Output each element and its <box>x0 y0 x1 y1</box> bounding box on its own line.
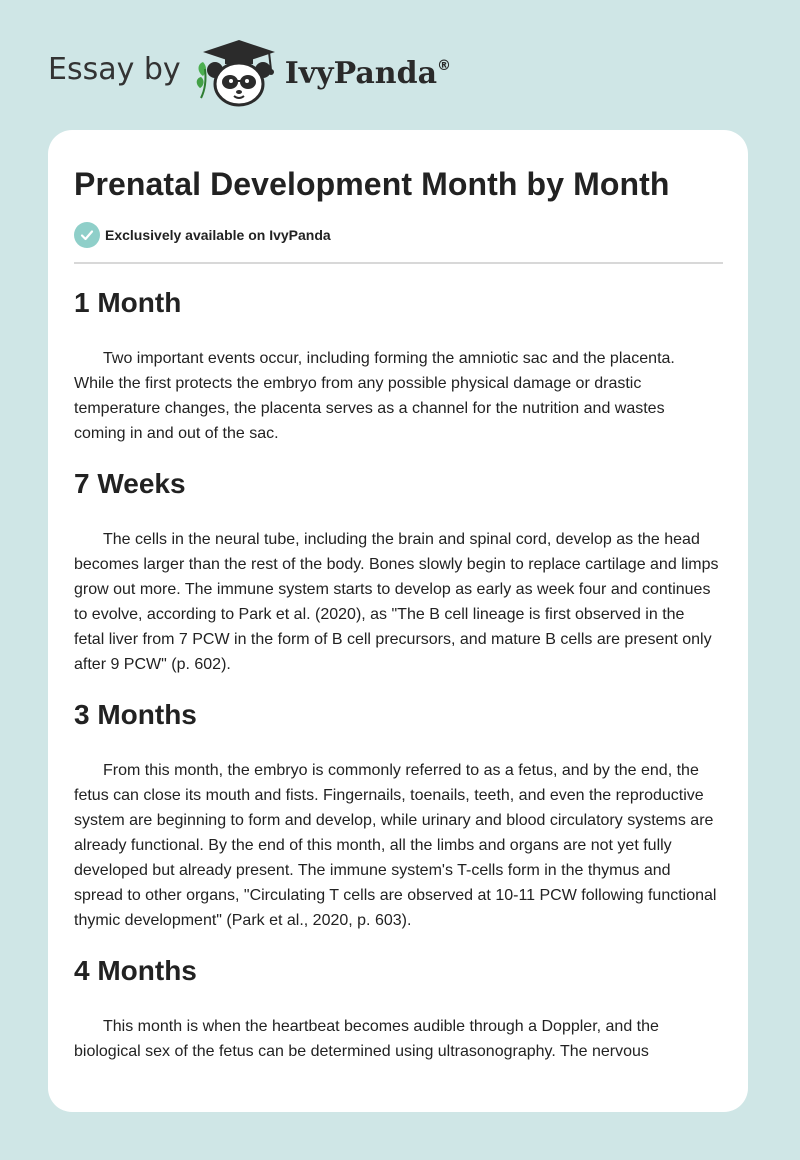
section-paragraph: Two important events occur, including forming the amniotic sac and the placenta. While the first protects the embryo from any possible physical damage or drastic temperature changes, the placenta serves as a channel for the nutrition and wastes coming in and out of the sac. <box>74 350 675 442</box>
divider <box>74 262 723 264</box>
exclusive-badge <box>74 222 722 248</box>
essay-by-label: Essay by <box>48 51 181 87</box>
section-heading: 3 Months <box>74 699 197 730</box>
exclusive-label: Exclusively available on IvyPanda <box>105 227 331 243</box>
brand-logo-text[interactable] <box>285 56 451 91</box>
panda-graduate-icon[interactable] <box>195 36 281 108</box>
page-title: Prenatal Development Month by Month <box>74 166 670 202</box>
section-paragraph: The cells in the neural tube, including the brain and spinal cord, develop as the head becomes larger than the rest of the body. Bones slowly begin to replace cartilage and limps grow out more. The immune system starts to develop as early as week four and continues to evolve, according to Park et al. (2020), as "The B cell lineage is first observed in the fetal liver from 7 PCW in the form of B cell precursors, and mature B cells are present only after 9 PCW" (p. 602). <box>74 531 719 673</box>
section-heading: 1 Month <box>74 287 182 318</box>
check-icon <box>74 222 100 248</box>
section-heading: 7 Weeks <box>74 468 186 499</box>
section-heading: 4 Months <box>74 955 197 986</box>
brand-name: IvyPanda <box>284 55 438 91</box>
ivy-leaf-icon <box>196 62 205 98</box>
section-paragraph: From this month, the embryo is commonly referred to as a fetus, and by the end, the fetus can close its mouth and fists. Fingernails, toenails, teeth, and even the reproductive system are beginning to form and develop, while urinary and blood circulatory systems are already functional. By the end of this month, all the limbs and organs are not yet fully developed but already present. The immune system's T-cells form in the thymus and spread to other organs, "Circulating T cells are observed at 10-11 PCW following functional thymic development" (Park et al., 2020, p. 603). <box>74 762 717 929</box>
article-card <box>48 130 748 1112</box>
registered-mark: ® <box>437 57 452 74</box>
site-header <box>48 36 451 108</box>
section-paragraph: This month is when the heartbeat becomes audible through a Doppler, and the biological sex of the fetus can be determined using ultrasonography. The nervous <box>74 1018 659 1060</box>
